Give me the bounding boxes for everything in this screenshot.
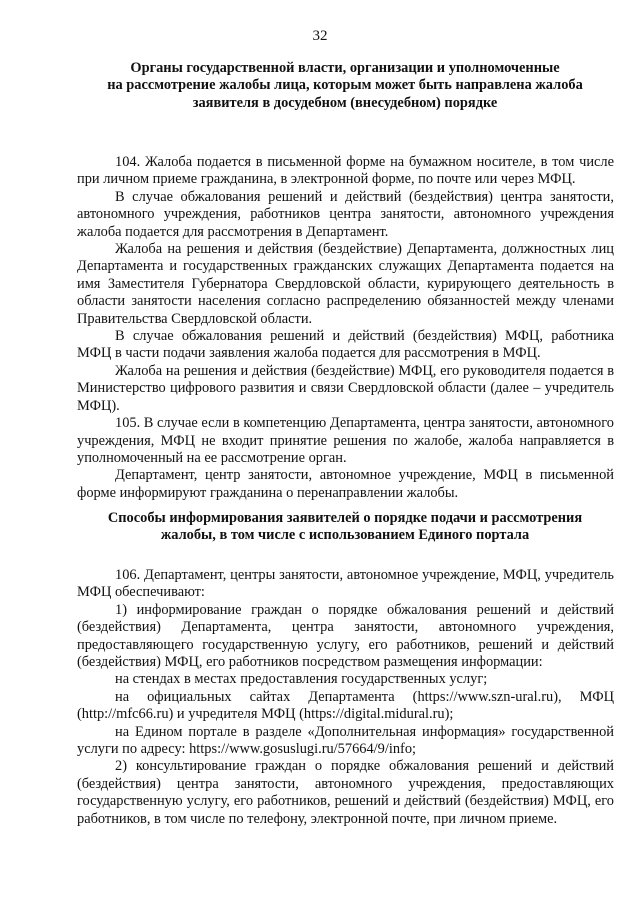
paragraph-105: 105. В случае если в компетенцию Департамента, центра занятости, автономного учреждения, МФЦ не входит принятие решения по жалобе, жалоба направляется в уполномоченный на ее рассмотрение орган. (77, 415, 614, 466)
section-heading-complaint-bodies (72, 60, 618, 112)
paragraph-106: 106. Департамент, центры занятости, автономное учреждение, МФЦ, учредитель МФЦ обеспечивают: (77, 567, 614, 601)
heading-line: заявителя в досудебном (внесудебном) порядке (192, 94, 498, 111)
paragraph: Жалоба на решения и действия (бездействие) МФЦ, его руководителя подается в Министерство цифрового развития и связи Свердловской области (далее – учредитель МФЦ). (77, 362, 614, 414)
heading-line: жалобы, в том числе с использованием Единого портала (160, 527, 530, 544)
paragraph: Департамент, центр занятости, автономное учреждение, МФЦ в письменной форме информируют гражданина о перенаправлении жалобы. (77, 467, 614, 501)
page-number: 32 (312, 28, 328, 44)
heading-line: Способы информирования заявителей о порядке подачи и рассмотрения (107, 510, 583, 526)
heading-line: на рассмотрение жалобы лица, которым может быть направлена жалоба (107, 77, 583, 94)
list-item: 2) консультирование граждан о порядке обжалования решений и действий (бездействия) центра занятости, автономного учреждения, предоставляющих государственную услугу, его работников, решений и действий (бездействия) МФЦ, его работников, в том числе по телефону, электронной почте, при личном приеме. (77, 758, 614, 827)
section-heading-informing-methods (72, 510, 618, 545)
list-item: на Едином портале в разделе «Дополнительная информация» государственной услуги по адресу: https://www.gosuslugi.ru/57664/9/info; (77, 723, 614, 758)
paragraph-104: 104. Жалоба подается в письменной форме на бумажном носителе, в том числе при личном приеме гражданина, в электронной форме, по почте или через МФЦ. (77, 154, 614, 188)
paragraph: В случае обжалования решений и действий (бездействия) центра занятости, автономного учреждения, работников центра занятости, автономного учреждения жалоба подается для рассмотрения в Департамент. (77, 188, 614, 240)
section-body-informing-methods (77, 567, 614, 828)
heading-line: Органы государственной власти, организации и уполномоченные (130, 60, 560, 76)
list-item: на официальных сайтах Департамента (https://www.szn-ural.ru), МФЦ (http://mfc66.ru) и учредителя МФЦ (https://digital.midural.ru); (77, 688, 614, 723)
list-item: 1) информирование граждан о порядке обжалования решений и действий (бездействия) Департамента, центра занятости, автономного учреждения, предоставляющего государственную услугу, его работников, решений и действий (бездействия) МФЦ, его работников посредством размещения информации: (77, 601, 614, 671)
paragraph: В случае обжалования решений и действий (бездействия) МФЦ, работника МФЦ в части подачи заявления жалоба подается для рассмотрения в МФЦ. (77, 328, 614, 362)
paragraph: Жалоба на решения и действия (бездействие) Департамента, должностных лиц Департамента и государственных гражданских служащих Департамента подается на имя Заместителя Губернатора Свердловской области, курирующего деятельность в области занятости населения согласно распределению обязанностей между членами Правительства Свердловской области. (77, 241, 614, 327)
section-body-complaint-bodies (77, 154, 614, 502)
list-item: на стендах в местах предоставления государственных услуг; (115, 671, 488, 688)
